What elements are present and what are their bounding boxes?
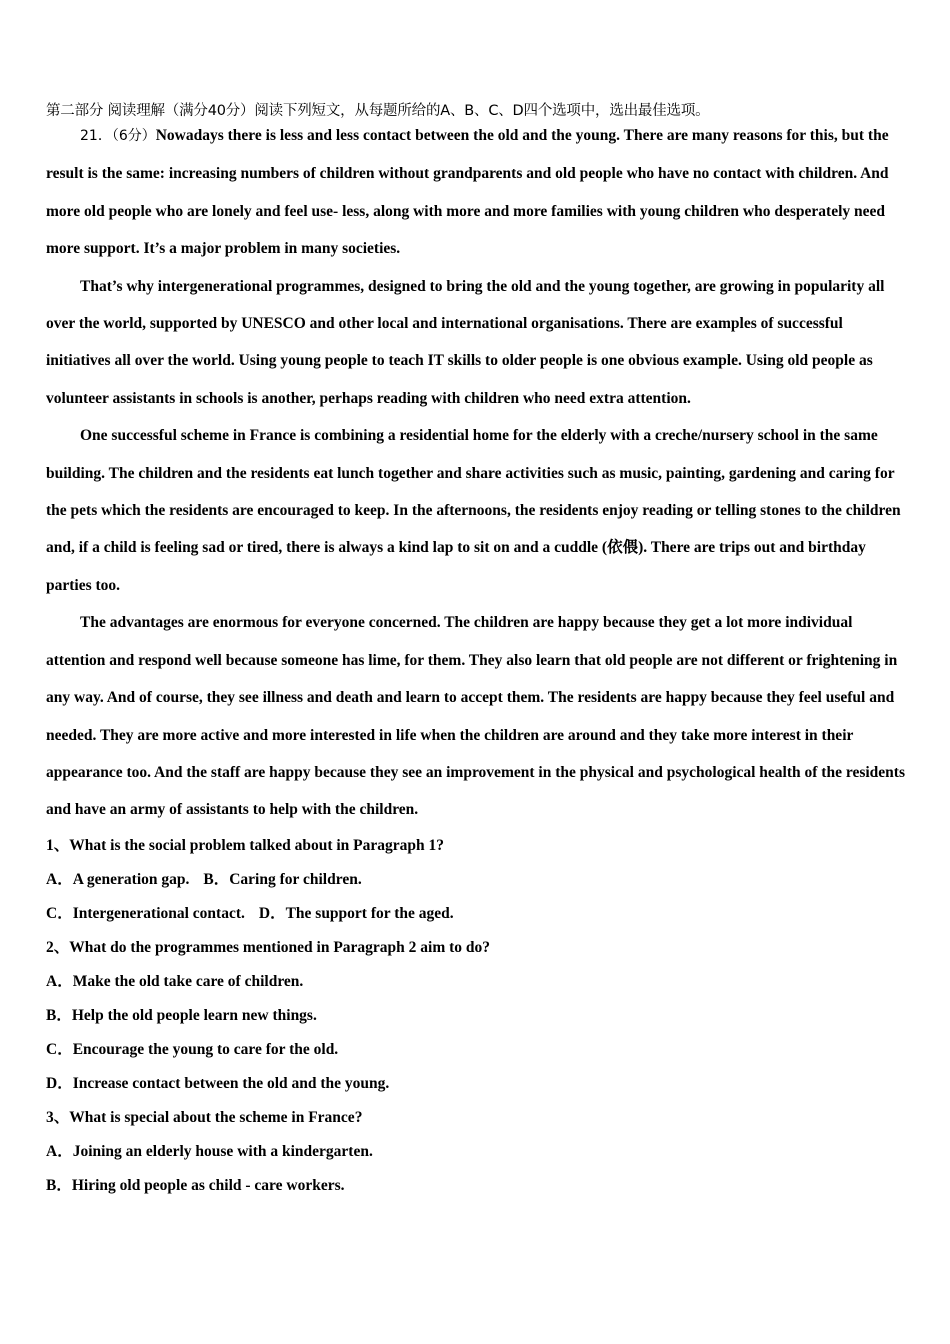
question-2-option-b: B．Help the old people learn new things.: [46, 1006, 317, 1024]
passage-paragraph-4: The advantages are enormous for everyone concerned. The children are happy because they get a lot more individual attention and respond well because someone has lime, for them. They also learn that old people are not different or frightening in any way. And of course, they see illness and death and learn to accept them. The residents are happy because they feel useful and needed. They are more active and more interested in life when the children are around and they take more interest in their appearance too. And the staff are happy because they see an improvement in the physical and psychological health of the residents and have an army of assistants to help with the children.: [46, 614, 905, 819]
section-heading: 第二部分 阅读理解（满分40分）阅读下列短文，从每题所给的A、B、C、D四个选项中，选出最佳选项。: [46, 103, 710, 119]
passage-paragraph-2: That’s why intergenerational programmes, designed to bring the old and the young together, are growing in popularity all over the world, supported by UNESCO and other local and international organisations. There are examples of successful initiatives all over the world. Using young people to teach IT skills to older people is one obvious example. Using old people as volunteer assistants in schools is another, perhaps reading with children who need extra attention.: [46, 277, 885, 407]
question-1-stem: 1、What is the social problem talked about in Paragraph 1?: [46, 836, 445, 854]
question-1-option-d: D．The support for the aged.: [258, 904, 454, 922]
question-2-option-d: D．Increase contact between the old and the young.: [46, 1074, 390, 1092]
passage-paragraph-3: One successful scheme in France is combining a residential home for the elderly with a creche/nursery school in the same building. The children and the residents eat lunch together and share activities such as music, painting, gardening and caring for the pets which the residents are encouraged to keep. In the afternoons, the residents enjoy reading or telling stones to the children and, if a child is feeling sad or tired, there is always a kind lap to sit on and a cuddle (依偎). There are trips out and birthday parties too.: [46, 427, 901, 594]
question-1-option-c: C．Intergenerational contact.: [46, 904, 245, 922]
question-number: 21．（6分）: [80, 128, 156, 144]
question-1-options-row-2: [46, 897, 908, 931]
question-1-option-a: A．A generation gap.: [46, 870, 190, 888]
question-2-stem: 2、What do the programmes mentioned in Paragraph 2 aim to do?: [46, 938, 491, 956]
question-2-option-c: C．Encourage the young to care for the old.: [46, 1040, 339, 1058]
paragraph-text: Nowadays there is less and less contact between the old and the young. There are many reasons for this, but the result is the same: increasing numbers of children without grandparents and old people who have no contact with children. And more old people who are lonely and feel use- less, along with more and more families with young children who desperately need more support. It’s a major problem in many societies.: [46, 127, 889, 258]
question-3-option-b: B．Hiring old people as child - care workers.: [46, 1176, 345, 1194]
question-3-option-a: A．Joining an elderly house with a kindergarten.: [46, 1142, 373, 1160]
passage-paragraph-1: [46, 117, 908, 268]
document-page: [46, 99, 908, 1203]
question-1-options-row-1: [46, 863, 908, 897]
question-3-stem: 3、What is special about the scheme in France?: [46, 1108, 363, 1126]
question-2-option-a: A．Make the old take care of children.: [46, 972, 304, 990]
question-1-option-b: B．Caring for children.: [203, 870, 362, 888]
